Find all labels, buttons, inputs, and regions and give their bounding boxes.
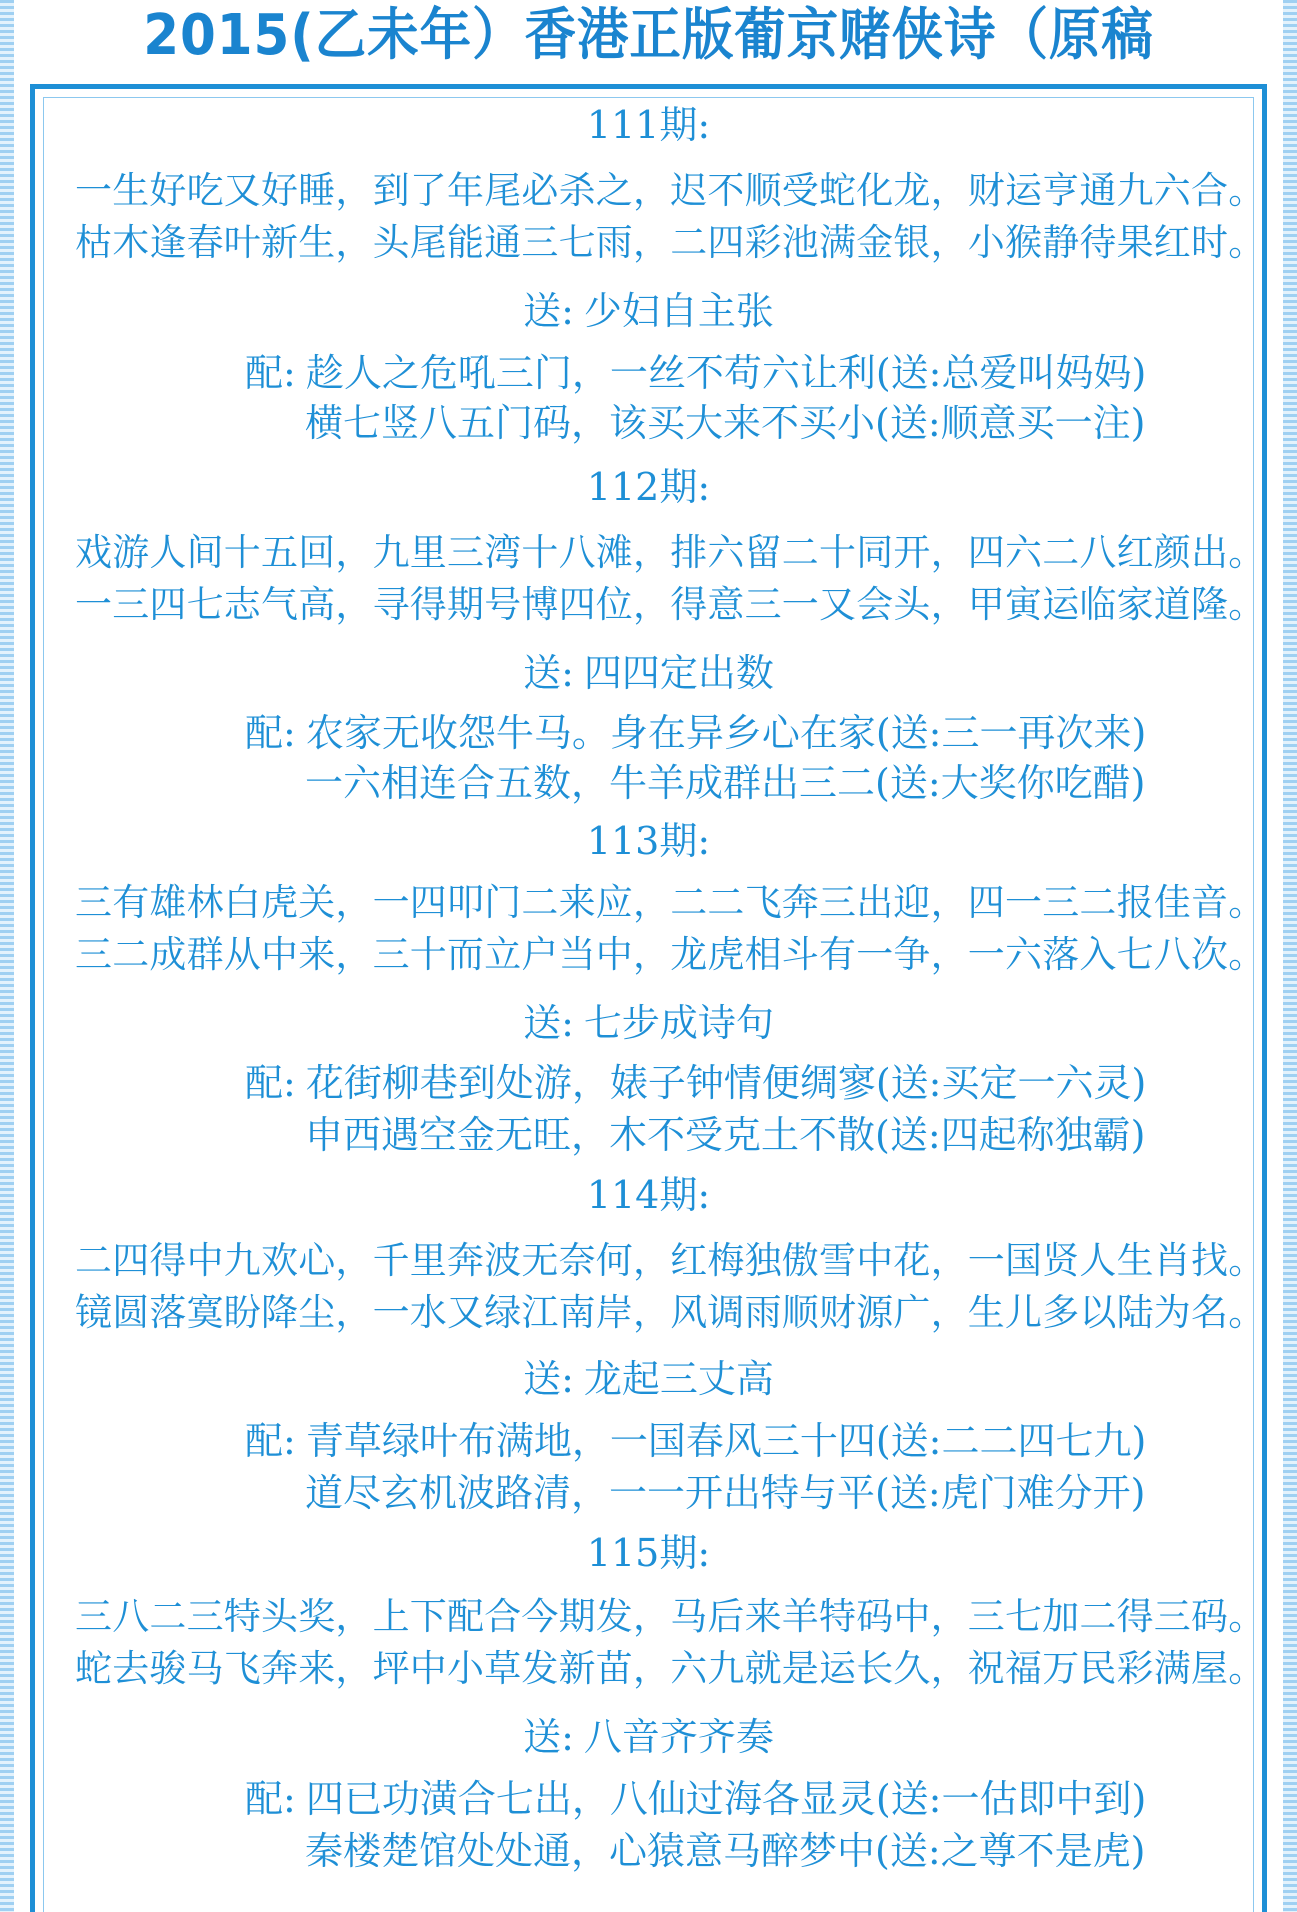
- pei-text: 趁人之危吼三门，一丝不苟六让利(送:总爱叫妈妈): [305, 351, 1147, 395]
- pei-line: [245, 1776, 1146, 1822]
- song-text: 龙起三丈高: [583, 1357, 774, 1401]
- period-heading: 115期:: [586, 1531, 711, 1575]
- verse-line: 三八二三特头奖，上下配合今期发，马后来羊特码中，三七加二得三码。: [75, 1595, 1266, 1638]
- pei-line: 秦楼楚馆处处通，心猿意马醉梦中(送:之尊不是虎): [305, 1829, 1146, 1873]
- pei-text: 农家无收怨牛马。身在异乡心在家(送:三一再次来): [305, 711, 1147, 755]
- period-heading: 113期:: [586, 819, 711, 863]
- pei-label: 配:: [245, 1777, 296, 1821]
- verse-line: 枯木逢春叶新生，头尾能通三七雨，二四彩池满金银，小猴静待果红时。: [75, 221, 1266, 264]
- pei-label: 配:: [245, 351, 296, 395]
- pei-line: [245, 1060, 1146, 1106]
- song-label: 送:: [523, 289, 574, 333]
- period-heading: 112期:: [586, 465, 711, 509]
- pei-text: 四已功潢合七出，八仙过海各显灵(送:一估即中到): [305, 1777, 1147, 1821]
- page-title: 2015(乙未年）香港正版葡京赌侠诗（原稿: [143, 3, 1154, 68]
- pei-line: 道尽玄机波路清，一一开出特与平(送:虎门难分开): [305, 1471, 1146, 1515]
- verse-line: 二四得中九欢心，千里奔波无奈何，红梅独傲雪中花，一国贤人生肖找。: [75, 1239, 1266, 1282]
- pei-line: 申西遇空金无旺，木不受克土不散(送:四起称独霸): [305, 1113, 1146, 1157]
- verse-line: 三二成群从中来，三十而立户当中，龙虎相斗有一争，一六落入七八次。: [75, 933, 1266, 976]
- left-border-strip: [0, 0, 14, 1912]
- song-label: 送:: [523, 651, 574, 695]
- verse-line: 蛇去骏马飞奔来，坪中小草发新苗，六九就是运长久，祝福万民彩满屋。: [75, 1647, 1266, 1690]
- song-label: 送:: [523, 1357, 574, 1401]
- pei-line: [245, 1418, 1146, 1464]
- pei-label: 配:: [245, 1419, 296, 1463]
- pei-line: 一六相连合五数，牛羊成群出三二(送:大奖你吃醋): [305, 761, 1146, 805]
- song-text: 七步成诗句: [583, 1001, 774, 1045]
- pei-label: 配:: [245, 711, 296, 755]
- song-line: [0, 650, 1297, 696]
- song-text: 少妇自主张: [583, 289, 774, 333]
- verse-line: 一生好吃又好睡，到了年尾必杀之，迟不顺受蛇化龙，财运亨通九六合。: [75, 169, 1266, 212]
- verse-line: 镜圆落寞盼降尘，一水又绿江南岸，风调雨顺财源广，生儿多以陆为名。: [75, 1291, 1266, 1334]
- pei-label: 配:: [245, 1061, 296, 1105]
- song-line: [0, 288, 1297, 334]
- song-text: 八音齐齐奏: [583, 1715, 774, 1759]
- verse-line: 一三四七志气高，寻得期号博四位，得意三一又会头，甲寅运临家道隆。: [75, 583, 1266, 626]
- song-label: 送:: [523, 1001, 574, 1045]
- pei-text: 青草绿叶布满地，一国春风三十四(送:二二四七九): [305, 1419, 1147, 1463]
- pei-line: [245, 350, 1146, 396]
- song-line: [0, 1714, 1297, 1760]
- song-text: 四四定出数: [583, 651, 774, 695]
- pei-line: [245, 710, 1146, 756]
- song-line: [0, 1000, 1297, 1046]
- verse-line: 三有雄林白虎关，一四叩门二来应，二二飞奔三出迎，四一三二报佳音。: [75, 881, 1266, 924]
- pei-text: 花街柳巷到处游，婊子钟情便绸寥(送:买定一六灵): [305, 1061, 1147, 1105]
- period-heading: 114期:: [586, 1173, 711, 1217]
- song-label: 送:: [523, 1715, 574, 1759]
- period-heading: 111期:: [586, 103, 711, 147]
- pei-line: 横七竖八五门码，该买大来不买小(送:顺意买一注): [305, 401, 1146, 445]
- song-line: [0, 1356, 1297, 1402]
- right-border-strip: [1283, 0, 1297, 1912]
- verse-line: 戏游人间十五回，九里三湾十八滩，排六留二十同开，四六二八红颜出。: [75, 531, 1266, 574]
